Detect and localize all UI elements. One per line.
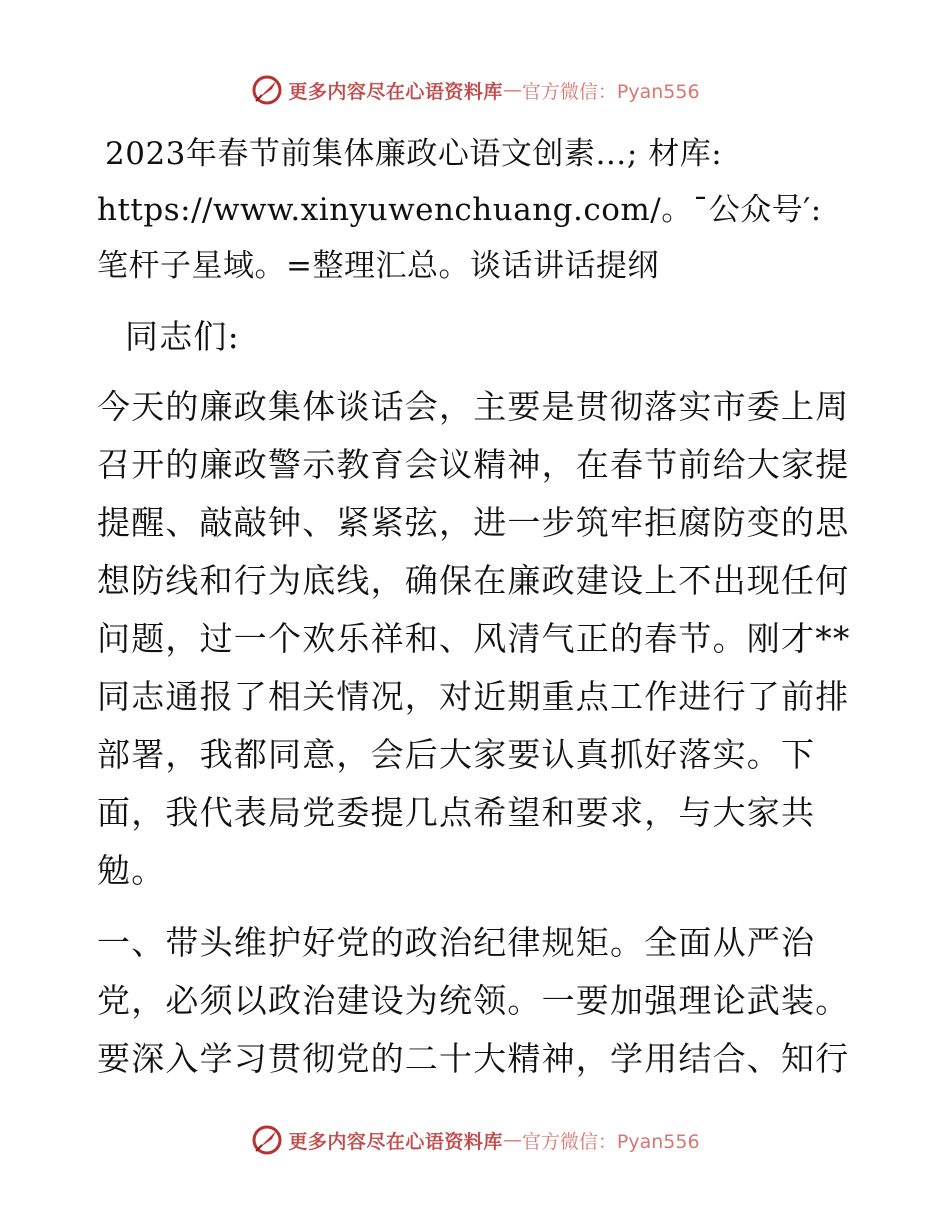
- document-title: [97, 126, 857, 294]
- header-watermark: [0, 70, 950, 110]
- paragraph-section-one: 一、带头维护好党的政治纪律规矩。全面从严治党，必须以政治建设为统领。一要加强理论武装。要深入学习贯彻党的二十大精神，学用结合、知行: [97, 923, 850, 1078]
- salutation: 同志们:: [125, 317, 240, 356]
- watermark-site-text: 更多内容尽在心语资料库: [288, 80, 503, 103]
- title-line-3: 笔杆子星域。=整理汇总。谈话讲话提纲: [97, 248, 659, 284]
- title-line-2: https://www.xinyuwenchuang.com/。¯公众号′:: [97, 192, 822, 228]
- footer-watermark: [0, 1120, 950, 1160]
- watermark-site-text: 更多内容尽在心语资料库: [288, 1130, 503, 1153]
- quill-circle-logo-icon: [250, 73, 284, 107]
- document-body: [97, 126, 857, 1088]
- watermark-wechat-text: 官方微信：Pyan556: [521, 80, 700, 103]
- title-line-1: 2023年春节前集体廉政心语文创素…; 材库:: [105, 136, 723, 172]
- watermark-dash: —: [502, 79, 522, 101]
- quill-circle-logo-icon: [250, 1123, 284, 1157]
- watermark-dash: —: [502, 1129, 522, 1151]
- paragraph-opening: 今天的廉政集体谈话会，主要是贯彻落实市委上周召开的廉政警示教育会议精神，在春节前给大家提提醒、敲敲钟、紧紧弦，进一步筑牢拒腐防变的思想防线和行为底线，确保在廉政建设上不出现任何问题，过一个欢乐祥和、风清气正的春节。刚才**同志通报了相关情况，对近期重点工作进行了前排部署，我都同意，会后大家要认真抓好落实。下面，我代表局党委提几点希望和要求，与大家共勉。: [97, 387, 851, 890]
- watermark-wechat-text: 官方微信：Pyan556: [521, 1130, 700, 1153]
